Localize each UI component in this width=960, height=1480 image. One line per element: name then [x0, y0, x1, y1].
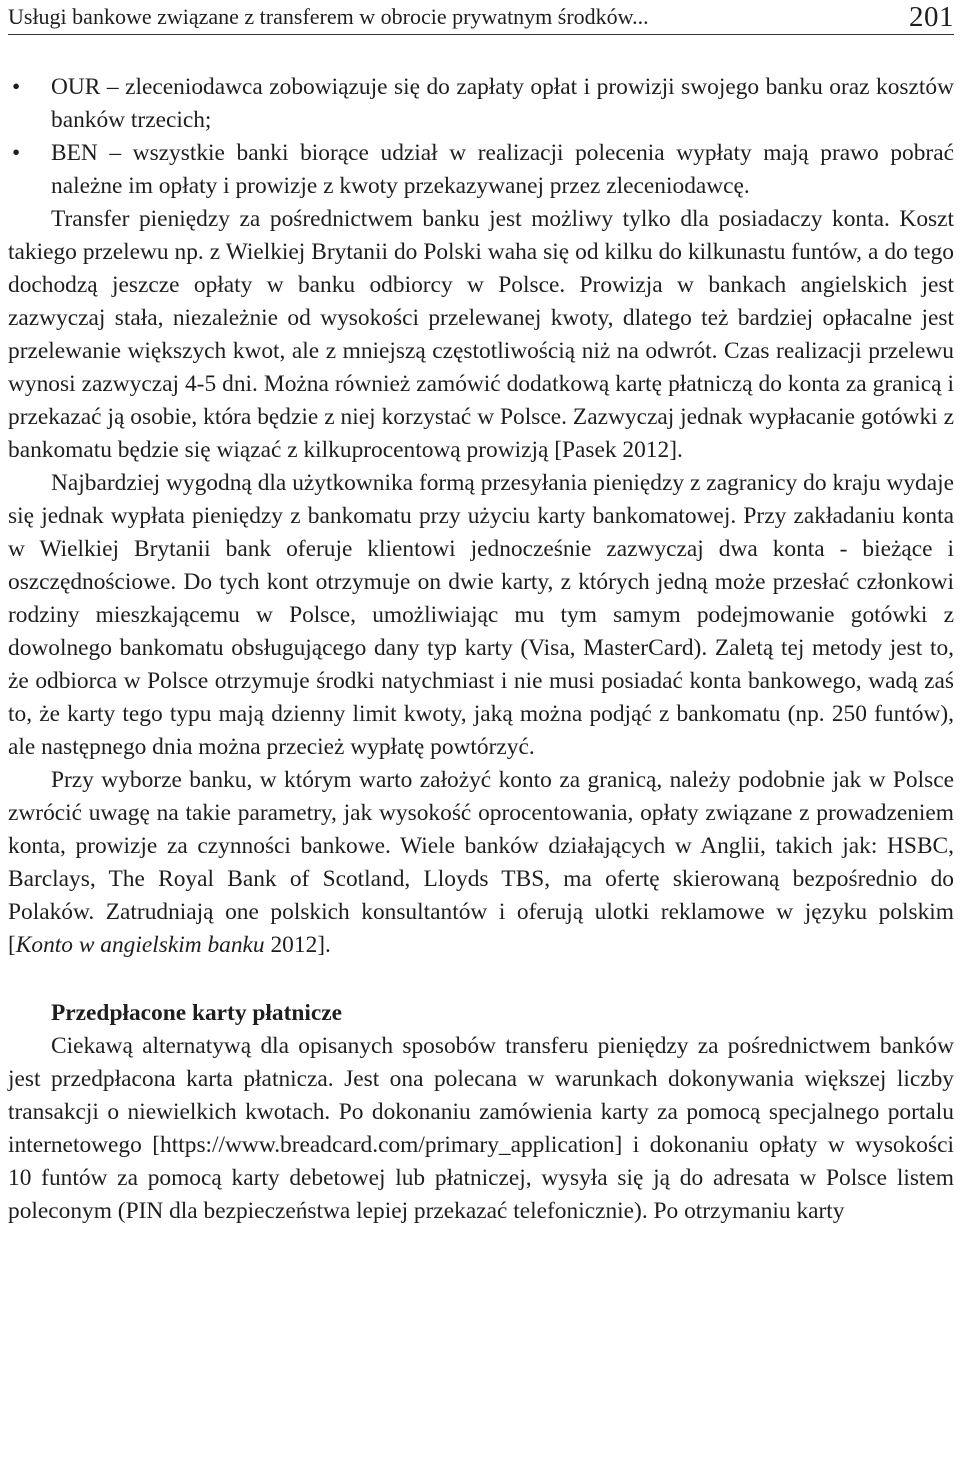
- citation-title: Konto w angielskim banku: [15, 932, 265, 958]
- bullet-text: BEN – wszystkie banki biorące udział w realizacji polecenia wypłaty mają prawo pobrać należne im opłaty i prowizje z kwoty przekazywanej przez zleceniodawcę.: [51, 140, 954, 199]
- page-content: [8, 71, 954, 1228]
- bullet-item-our: [8, 71, 954, 137]
- bullet-item-ben: [8, 137, 954, 203]
- paragraph-text-end: 2012].: [264, 932, 331, 958]
- paragraph-bank-choice: [8, 764, 954, 962]
- bullet-icon: •: [12, 74, 21, 100]
- bullet-text: OUR – zleceniodawca zobowiązuje się do zapłaty opłat i prowizji swojego banku oraz kosztów banków trzecich;: [51, 74, 954, 133]
- paragraph-prepaid-card: Ciekawą alternatywą dla opisanych sposobów transferu pieniędzy za pośrednictwem banków jest przedpłacona karta płatnicza. Jest ona polecana w warunkach dokonywania większej liczby transakcji o niewielkich kwotach. Po dokonaniu zamówienia karty za pomocą specjalnego portalu internetowego [https://www.breadcard.com/primary_application] i dokonaniu opłaty w wysokości 10 funtów za pomocą karty debetowej lub płatniczej, wysyła się ją do adresata w Polsce listem poleconym (PIN dla bezpieczeństwa lepiej przekazać telefonicznie). Po otrzymaniu karty: [8, 1033, 954, 1224]
- running-head: Usługi bankowe związane z transferem w obrocie prywatnym środków...: [8, 4, 649, 29]
- paragraph-transfer: Transfer pieniędzy za pośrednictwem banku jest możliwy tylko dla posiadaczy konta. Koszt takiego przelewu np. z Wielkiej Brytanii do Polski waha się od kilku do kilkunastu funtów, a do tego dochodzą jeszcze opłaty w banku odbiorcy w Polsce. Prowizja w bankach angielskich jest zazwyczaj stała, niezależnie od wysokości przelewanej kwoty, dlatego też bardziej opłacalne jest przelewanie większych kwot, ale z mniejszą częstotliwością niż na odwrót. Czas realizacji przelewu wynosi zazwyczaj 4-5 dni. Można również zamówić dodatkową kartę płatniczą do konta za granicą i przekazać ją osobie, która będzie z niej korzystać w Polsce. Zazwyczaj jednak wypłacanie gotówki z bankomatu będzie się wiązać z kilkuprocentową prowizją [Pasek 2012].: [8, 206, 954, 463]
- paragraph-text: Przy wyborze banku, w którym warto założyć konto za granicą, należy podobnie jak w Polsce zwrócić uwagę na takie parametry, jak wysokość oprocentowania, opłaty związane z prowadzeniem konta, prowizje za czynności bankowe. Wiele banków działających w Anglii, takich jak: HSBC, Barclays, The Royal Bank of Scotland, Lloyds TBS, ma ofertę skierowaną bezpośrednio do Polaków. Zatrudniają one polskich konsultantów i oferują ulotki reklamowe w języku polskim [: [8, 767, 954, 958]
- bullet-icon: •: [12, 140, 21, 166]
- paragraph-atm-card: Najbardziej wygodną dla użytkownika formą przesyłania pieniędzy z zagranicy do kraju wydaje się jednak wypłata pieniędzy z bankomatu przy użyciu karty bankomatowej. Przy zakładaniu konta w Wielkiej Brytanii bank oferuje klientowi jednocześnie zazwyczaj dwa konta - bieżące i oszczędnościowe. Do tych kont otrzymuje on dwie karty, z których jedną może przesłać członkowi rodziny mieszkającemu w Polsce, umożliwiając mu tym samym podejmowanie gotówki z dowolnego bankomatu obsługującego dany typ karty (Visa, MasterCard). Zaletą tej metody jest to, że odbiorca w Polsce otrzymuje środki natychmiast i nie musi posiadać konta bankowego, wadą zaś to, że karty tego typu mają dzienny limit kwoty, jaką można podjąć z bankomatu (np. 250 funtów), ale następnego dnia można przecież wypłatę powtórzyć.: [8, 470, 954, 760]
- page-number: 201: [909, 1, 954, 33]
- bullet-list: [8, 71, 954, 203]
- section-heading: Przedpłacone karty płatnicze: [51, 1000, 343, 1026]
- document-page: [8, 0, 954, 1228]
- page-header: [8, 0, 954, 35]
